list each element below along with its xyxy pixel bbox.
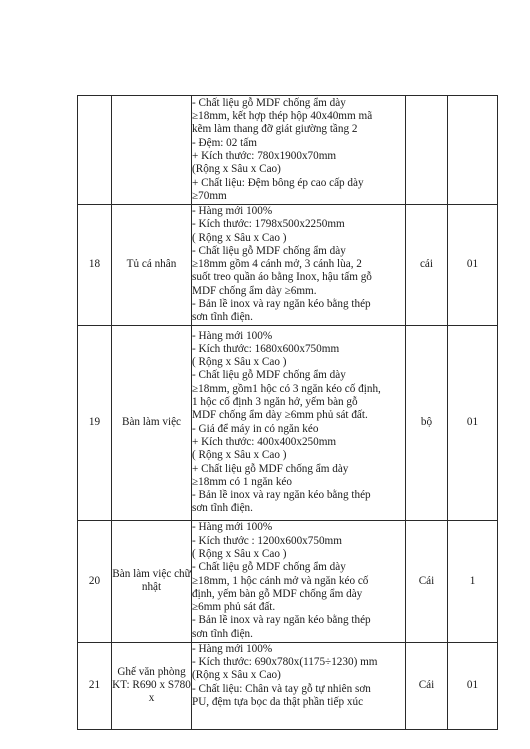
description-line: ( Rộng x Sâu x Cao ) bbox=[192, 449, 287, 462]
item-number: 21 bbox=[78, 642, 112, 729]
description-line: - Hàng mới 100% bbox=[192, 521, 273, 534]
description-line: ( Rộng x Sâu x Cao ) bbox=[192, 356, 287, 369]
description-line: 1 hộc cố định 3 ngăn hở, yếm bàn gỗ bbox=[192, 396, 358, 409]
description-line: - Chất liệu: Chân và tay gỗ tự nhiên sơn bbox=[192, 682, 371, 695]
description-line: sơn tĩnh điện. bbox=[192, 627, 253, 640]
item-unit: Cái bbox=[406, 520, 448, 642]
item-description bbox=[192, 642, 406, 729]
description-line: - Chất liệu gỗ MDF chống ẩm dày bbox=[192, 244, 346, 257]
item-number: 19 bbox=[78, 325, 112, 520]
description-line: ≥18mm có 1 ngăn kéo bbox=[192, 475, 292, 488]
description-line: - Kích thước : 1200x600x750mm bbox=[192, 534, 342, 547]
description-line: + Kích thước: 400x400x250mm bbox=[192, 435, 337, 448]
description-line: + Chất liệu gỗ MDF chống ẩm dày bbox=[192, 462, 349, 475]
item-number bbox=[78, 96, 112, 205]
item-quantity: 01 bbox=[448, 205, 498, 326]
description-line: - Chất liệu gỗ MDF chống ẩm dày bbox=[192, 369, 346, 382]
description-line: - Kích thước: 1680x600x750mm bbox=[192, 342, 340, 355]
description-line: - Bản lề inox và ray ngăn kéo bằng thép bbox=[192, 489, 371, 502]
description-line: - Hàng mới 100% bbox=[192, 329, 273, 342]
specification-table bbox=[77, 95, 498, 730]
table-row bbox=[78, 520, 498, 642]
description-line: MDF chống ẩm dày ≥6mm. bbox=[192, 284, 317, 297]
item-number: 20 bbox=[78, 520, 112, 642]
item-unit: bộ bbox=[406, 325, 448, 520]
table-row bbox=[78, 325, 498, 520]
description-line: ≥6mm phủ sát đất. bbox=[192, 601, 276, 614]
description-line: + Kích thước: 780x1900x70mm bbox=[192, 150, 337, 162]
description-line: (Rộng x Sâu x Cao) bbox=[192, 669, 281, 682]
description-line: suốt treo quần áo bằng Inox, hậu tấm gỗ bbox=[192, 271, 372, 284]
item-name: Ghế văn phòng KT: R690 x S780 x bbox=[112, 642, 192, 729]
item-unit bbox=[406, 96, 448, 205]
description-line: - Hàng mới 100% bbox=[192, 642, 273, 655]
description-line: MDF chống ẩm dày ≥6mm phủ sát đất. bbox=[192, 409, 368, 422]
table-row bbox=[78, 205, 498, 326]
description-line: - Giá để máy in có ngăn kéo bbox=[192, 422, 319, 435]
description-line: định, yếm bàn gỗ MDF chống ẩm dày bbox=[192, 587, 363, 600]
item-quantity: 01 bbox=[448, 325, 498, 520]
item-name: Tủ cá nhân bbox=[112, 205, 192, 326]
description-line: ≥18mm, gồm1 hộc có 3 ngăn kéo cố định, bbox=[192, 382, 381, 395]
description-line: - Kích thước: 690x780x(1175÷1230) mm bbox=[192, 655, 378, 668]
description-line: ( Rộng x Sâu x Cao ) bbox=[192, 547, 287, 560]
description-line: ≥18mm, kết hợp thép hộp 40x40mm mã bbox=[192, 110, 373, 123]
description-line: ≥18mm, 1 hộc cánh mở và ngăn kéo cố bbox=[192, 574, 369, 587]
description-line: (Rộng x Sâu x Cao) bbox=[192, 163, 281, 176]
item-name bbox=[112, 96, 192, 205]
description-line: - Bản lề inox và ray ngăn kéo bằng thép bbox=[192, 298, 371, 311]
description-line: - Bản lề inox và ray ngăn kéo bằng thép bbox=[192, 614, 371, 627]
item-quantity: 01 bbox=[448, 642, 498, 729]
item-number: 18 bbox=[78, 205, 112, 326]
description-line: - Chất liệu gỗ MDF chống ẩm dày bbox=[192, 96, 346, 109]
table-row bbox=[78, 96, 498, 205]
description-line: - Đệm: 02 tấm bbox=[192, 136, 257, 149]
description-line: sơn tĩnh điện. bbox=[192, 502, 253, 515]
item-name: Bàn làm việc chữ nhật bbox=[112, 520, 192, 642]
item-description bbox=[192, 205, 406, 326]
description-line: - Hàng mới 100% bbox=[192, 205, 273, 217]
table-row bbox=[78, 642, 498, 729]
item-quantity bbox=[448, 96, 498, 205]
description-line: ≥18mm gồm 4 cánh mở, 3 cánh lùa, 2 bbox=[192, 258, 362, 271]
item-name: Bàn làm việc bbox=[112, 325, 192, 520]
description-line: ≥70mm bbox=[192, 189, 227, 202]
item-unit: cái bbox=[406, 205, 448, 326]
item-description bbox=[192, 520, 406, 642]
item-description bbox=[192, 325, 406, 520]
description-line: ( Rộng x Sâu x Cao ) bbox=[192, 231, 287, 244]
description-line: sơn tĩnh điện. bbox=[192, 311, 253, 324]
description-line: + Chất liệu: Đệm bông ép cao cấp dày bbox=[192, 176, 364, 189]
description-line: PU, đệm tựa bọc da thật phần tiếp xúc bbox=[192, 695, 364, 708]
description-line: - Chất liệu gỗ MDF chống ẩm dày bbox=[192, 561, 346, 574]
item-description bbox=[192, 96, 406, 205]
item-quantity: 1 bbox=[448, 520, 498, 642]
item-unit: Cái bbox=[406, 642, 448, 729]
description-line: - Kích thước: 1798x500x2250mm bbox=[192, 218, 345, 231]
description-line: kẽm làm thang đỡ giát giường tầng 2 bbox=[192, 123, 358, 136]
